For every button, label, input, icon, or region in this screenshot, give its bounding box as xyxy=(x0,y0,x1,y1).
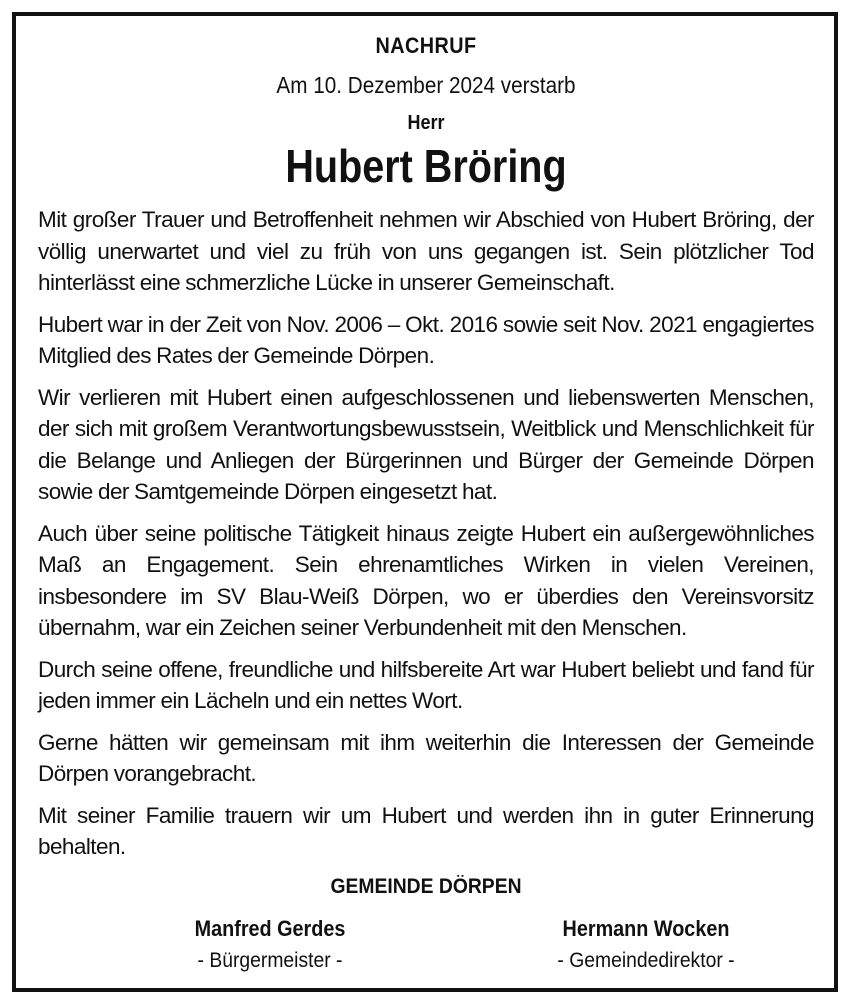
obituary-body xyxy=(38,204,814,863)
obituary-label: NACHRUF xyxy=(375,33,477,58)
signer-director xyxy=(526,913,766,977)
signer-name: Hermann Wocken xyxy=(562,915,730,941)
body-paragraph: Mit seiner Familie trauern wir um Hubert und werden ihn in guter Erinnerung behalten. xyxy=(38,802,814,859)
deceased-name: Hubert Bröring xyxy=(285,140,567,192)
signers xyxy=(38,913,814,977)
body-paragraph: Mit großer Trauer und Betroffenheit nehmen wir Abschied von Hubert Bröring, der völlig unerwartet und viel zu früh von uns gegangen ist. Sein plötzlicher Tod hinterlässt eine schmerzliche Lücke in unserer Gemeinschaft. xyxy=(38,207,814,295)
body-paragraph: Wir verlieren mit Hubert einen aufgeschlossenen und liebenswerten Menschen, der sich mit großem Verantwortungsbewusstsein, Weitblick und Menschlichkeit für die Belange und Anliegen der Bürgerinnen und Bürger der Gemeinde Dörpen sowie der Samtgemeinde Dörpen eingesetzt hat. xyxy=(38,384,814,504)
signer-role: - Bürgermeister - xyxy=(197,948,343,972)
obituary-content xyxy=(38,30,814,977)
death-date-line: Am 10. Dezember 2024 verstarb xyxy=(276,72,576,98)
honorific: Herr xyxy=(407,112,445,134)
obituary-frame xyxy=(12,12,838,992)
body-paragraph: Durch seine offene, freundliche und hilfsbereite Art war Hubert beliebt und fand für jeden immer ein Lächeln und ein nettes Wort. xyxy=(38,656,814,713)
organization-name: GEMEINDE DÖRPEN xyxy=(330,874,522,898)
signer-role: - Gemeindedirektor - xyxy=(557,948,735,972)
body-paragraph: Gerne hätten wir gemeinsam mit ihm weiterhin die Interessen der Gemeinde Dörpen vorangebracht. xyxy=(38,729,814,786)
signer-name: Manfred Gerdes xyxy=(194,915,346,941)
signer-mayor xyxy=(150,913,390,977)
body-paragraph: Hubert war in der Zeit von Nov. 2006 – Okt. 2016 sowie seit Nov. 2021 engagiertes Mitglied des Rates der Gemeinde Dörpen. xyxy=(38,311,814,368)
body-paragraph: Auch über seine politische Tätigkeit hinaus zeigte Hubert ein außergewöhnliches Maß an Engagement. Sein ehrenamtliches Wirken in vielen Vereinen, insbesondere im SV Blau-Weiß Dörpen, wo er überdies den Vereinsvorsitz übernahm, war ein Zeichen seiner Verbundenheit mit den Menschen. xyxy=(38,520,814,640)
